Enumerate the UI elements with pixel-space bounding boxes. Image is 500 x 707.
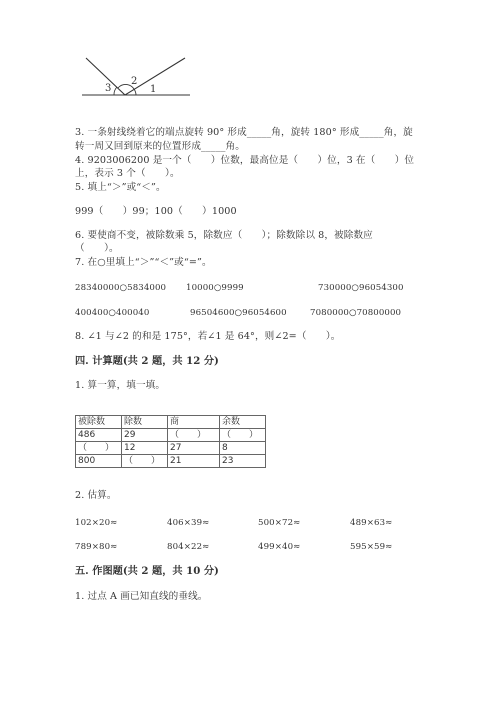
estimate-item: 499×40≈: [258, 542, 301, 552]
question-6-cont: （ ）。: [75, 243, 119, 254]
angle-label-2: 2: [131, 76, 138, 87]
table-cell: （ ）: [76, 442, 122, 455]
compare-item: 96504600○96054600: [190, 308, 287, 318]
compare-item: 7080000○70800000: [310, 308, 402, 318]
question-3: 3. 一条射线绕着它的端点旋转 90° 形成_____角，旋转 180° 形成_____角，旋: [75, 127, 413, 138]
calc-2-title: 2. 估算。: [75, 490, 117, 501]
estimate-item: 500×72≈: [258, 518, 301, 528]
table-header: 被除数: [76, 416, 122, 429]
question-5-items: 999（ ）99；100（ ）1000: [75, 206, 237, 217]
question-4-cont: 上，表示 3 个（ ）。: [75, 168, 180, 179]
angle-arc-1: [134, 89, 136, 95]
table-row: [76, 442, 266, 455]
table-cell: 12: [122, 442, 168, 455]
table-cell: 486: [76, 429, 122, 442]
table-row: [76, 429, 266, 442]
angle-arc-3: [114, 87, 117, 95]
table-cell: （ ）: [122, 455, 168, 468]
drawing-1-title: 1. 过点 A 画已知直线的垂线。: [75, 591, 208, 602]
division-table: [75, 415, 266, 468]
angle-label-1: 1: [150, 84, 157, 95]
table-cell: 8: [220, 442, 266, 455]
table-cell: 21: [168, 455, 220, 468]
question-6: 6. 要使商不变，被除数乘 5，除数应（ ）；除数除以 8，被除数应: [75, 230, 373, 241]
angle-figure: [78, 52, 198, 104]
table-header: 商: [168, 416, 220, 429]
table-header-row: [76, 416, 266, 429]
question-7: 7. 在○里填上“＞”“＜”或“=”。: [75, 257, 212, 268]
compare-item: 400400○400040: [75, 308, 150, 318]
compare-item: 28340000○5834000: [75, 283, 167, 293]
section-4-title: 四. 计算题(共 2 题，共 12 分): [75, 355, 219, 367]
compare-item: 730000○96054300: [318, 283, 404, 293]
question-4: 4. 9203006200 是一个（ ）位数，最高位是（ ）位，3 在（ ）位: [75, 155, 415, 166]
question-8: 8. ∠1 与∠2 的和是 175°，若∠1 是 64°，则∠2=（ ）。: [75, 331, 341, 342]
table-cell: （ ）: [168, 429, 220, 442]
estimate-item: 102×20≈: [75, 518, 118, 528]
estimate-item: 804×22≈: [167, 542, 210, 552]
table-header: 除数: [122, 416, 168, 429]
estimate-item: 489×63≈: [350, 518, 393, 528]
question-5: 5. 填上“＞”或“＜”。: [75, 182, 166, 193]
section-5-title: 五. 作图题(共 2 题，共 10 分): [75, 565, 219, 577]
calc-1-title: 1. 算一算，填一填。: [75, 380, 166, 391]
estimate-item: 789×80≈: [75, 542, 118, 552]
compare-item: 10000○9999: [186, 283, 244, 293]
table-row: [76, 455, 266, 468]
table-cell: 800: [76, 455, 122, 468]
estimate-item: 406×39≈: [167, 518, 210, 528]
angle-label-3: 3: [105, 83, 112, 94]
estimate-item: 595×59≈: [350, 542, 393, 552]
question-3-cont: 转一周又回到原来的位置形成_____角。: [75, 141, 245, 152]
table-cell: 29: [122, 429, 168, 442]
table-cell: （ ）: [220, 429, 266, 442]
table-header: 余数: [220, 416, 266, 429]
table-cell: 27: [168, 442, 220, 455]
table-cell: 23: [220, 455, 266, 468]
